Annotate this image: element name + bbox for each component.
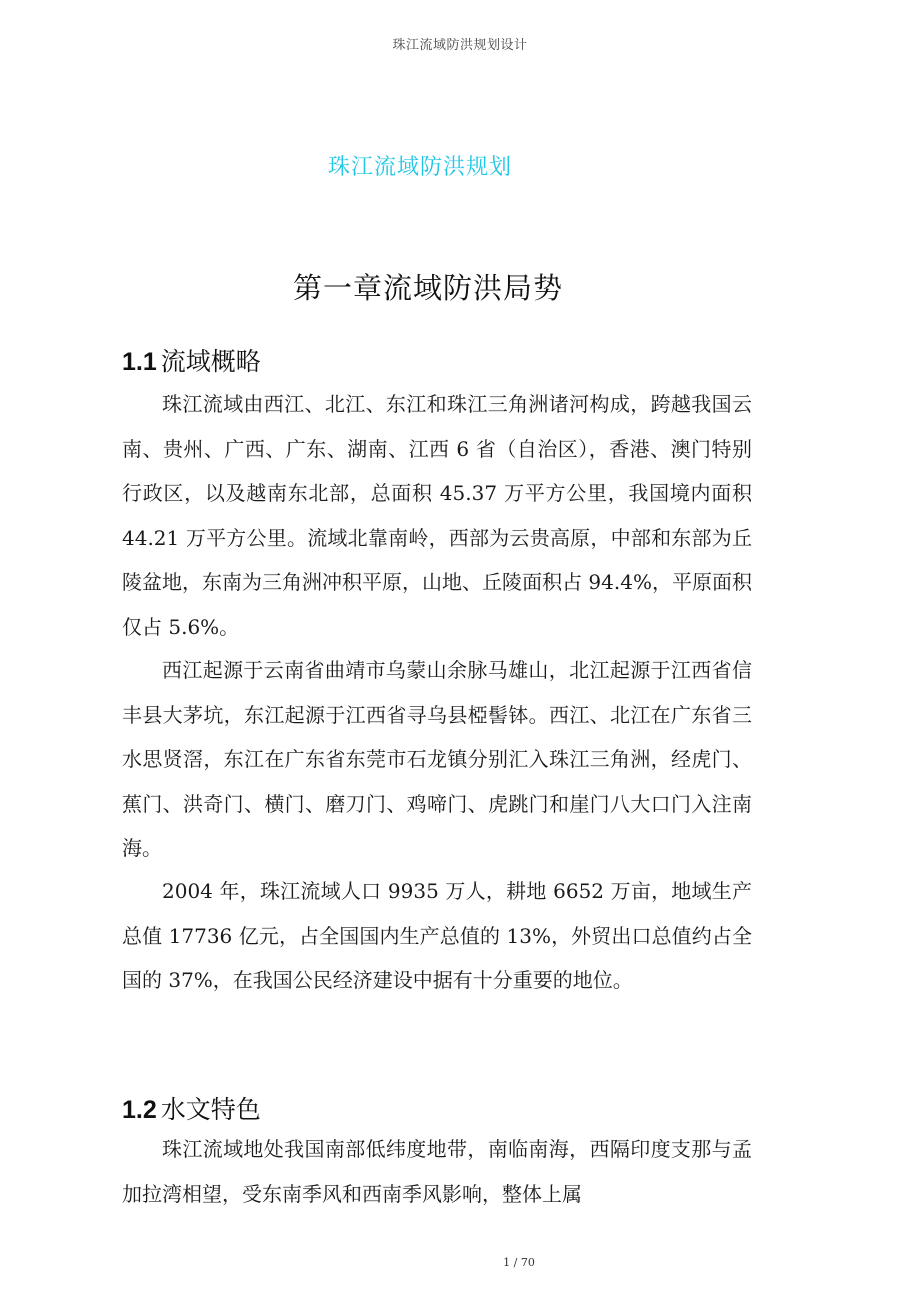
section-number: 1.1 bbox=[122, 348, 157, 376]
paragraph-economy: 2004 年，珠江流域人口 9935 万人，耕地 6652 万亩，地域生产总值 17736 亿元，占全国国内生产总值的 13%，外贸出口总值约占全国的 37%，在我国公民经济建设中据有十分重要的地位。 bbox=[122, 879, 752, 992]
document-title: 珠江流域防洪规划 bbox=[327, 155, 512, 180]
running-header: 珠江流域防洪规划设计 bbox=[392, 38, 528, 53]
chapter-title: 第一章流域防洪局势 bbox=[292, 271, 563, 305]
section-heading-1-1 bbox=[122, 342, 261, 378]
section-heading-1-2 bbox=[122, 1090, 261, 1126]
paragraph-river-sources: 西江起源于云南省曲靖市乌蒙山余脉马雄山，北江起源于江西省信丰县大茅坑，东江起源于江西省寻乌县椏髻钵。西江、北江在广东省三水思贤滘，东江在广东省东莞市石龙镇分别汇入珠江三角洲，经虎门、蕉门、洪奇门、横门、磨刀门、鸡啼门、虎跳门和崖门八大口门入注南海。 bbox=[122, 658, 752, 860]
section-number: 1.2 bbox=[122, 1096, 157, 1124]
section-title: 流域概略 bbox=[160, 347, 261, 376]
paragraph-hydrology: 珠江流域地处我国南部低纬度地带，南临南海，西隔印度支那与孟加拉湾相望，受东南季风和西南季风影响，整体上属 bbox=[122, 1137, 752, 1206]
page-number: 1 / 70 bbox=[503, 1256, 535, 1269]
section-title: 水文特色 bbox=[160, 1095, 261, 1124]
paragraph-basin-overview: 珠江流域由西江、北江、东江和珠江三角洲诸河构成，跨越我国云南、贵州、广西、广东、湖南、江西 6 省（自治区），香港、澳门特别行政区，以及越南东北部，总面积 45.37 万平方公里，我国境内面积 44.21 万平方公里。流域北靠南岭，西部为云贵高原，中部和东部为丘陵盆地，东南为三角洲冲积平原，山地、丘陵面积占 94.4%，平原面积仅占 5.6%。 bbox=[122, 392, 752, 639]
